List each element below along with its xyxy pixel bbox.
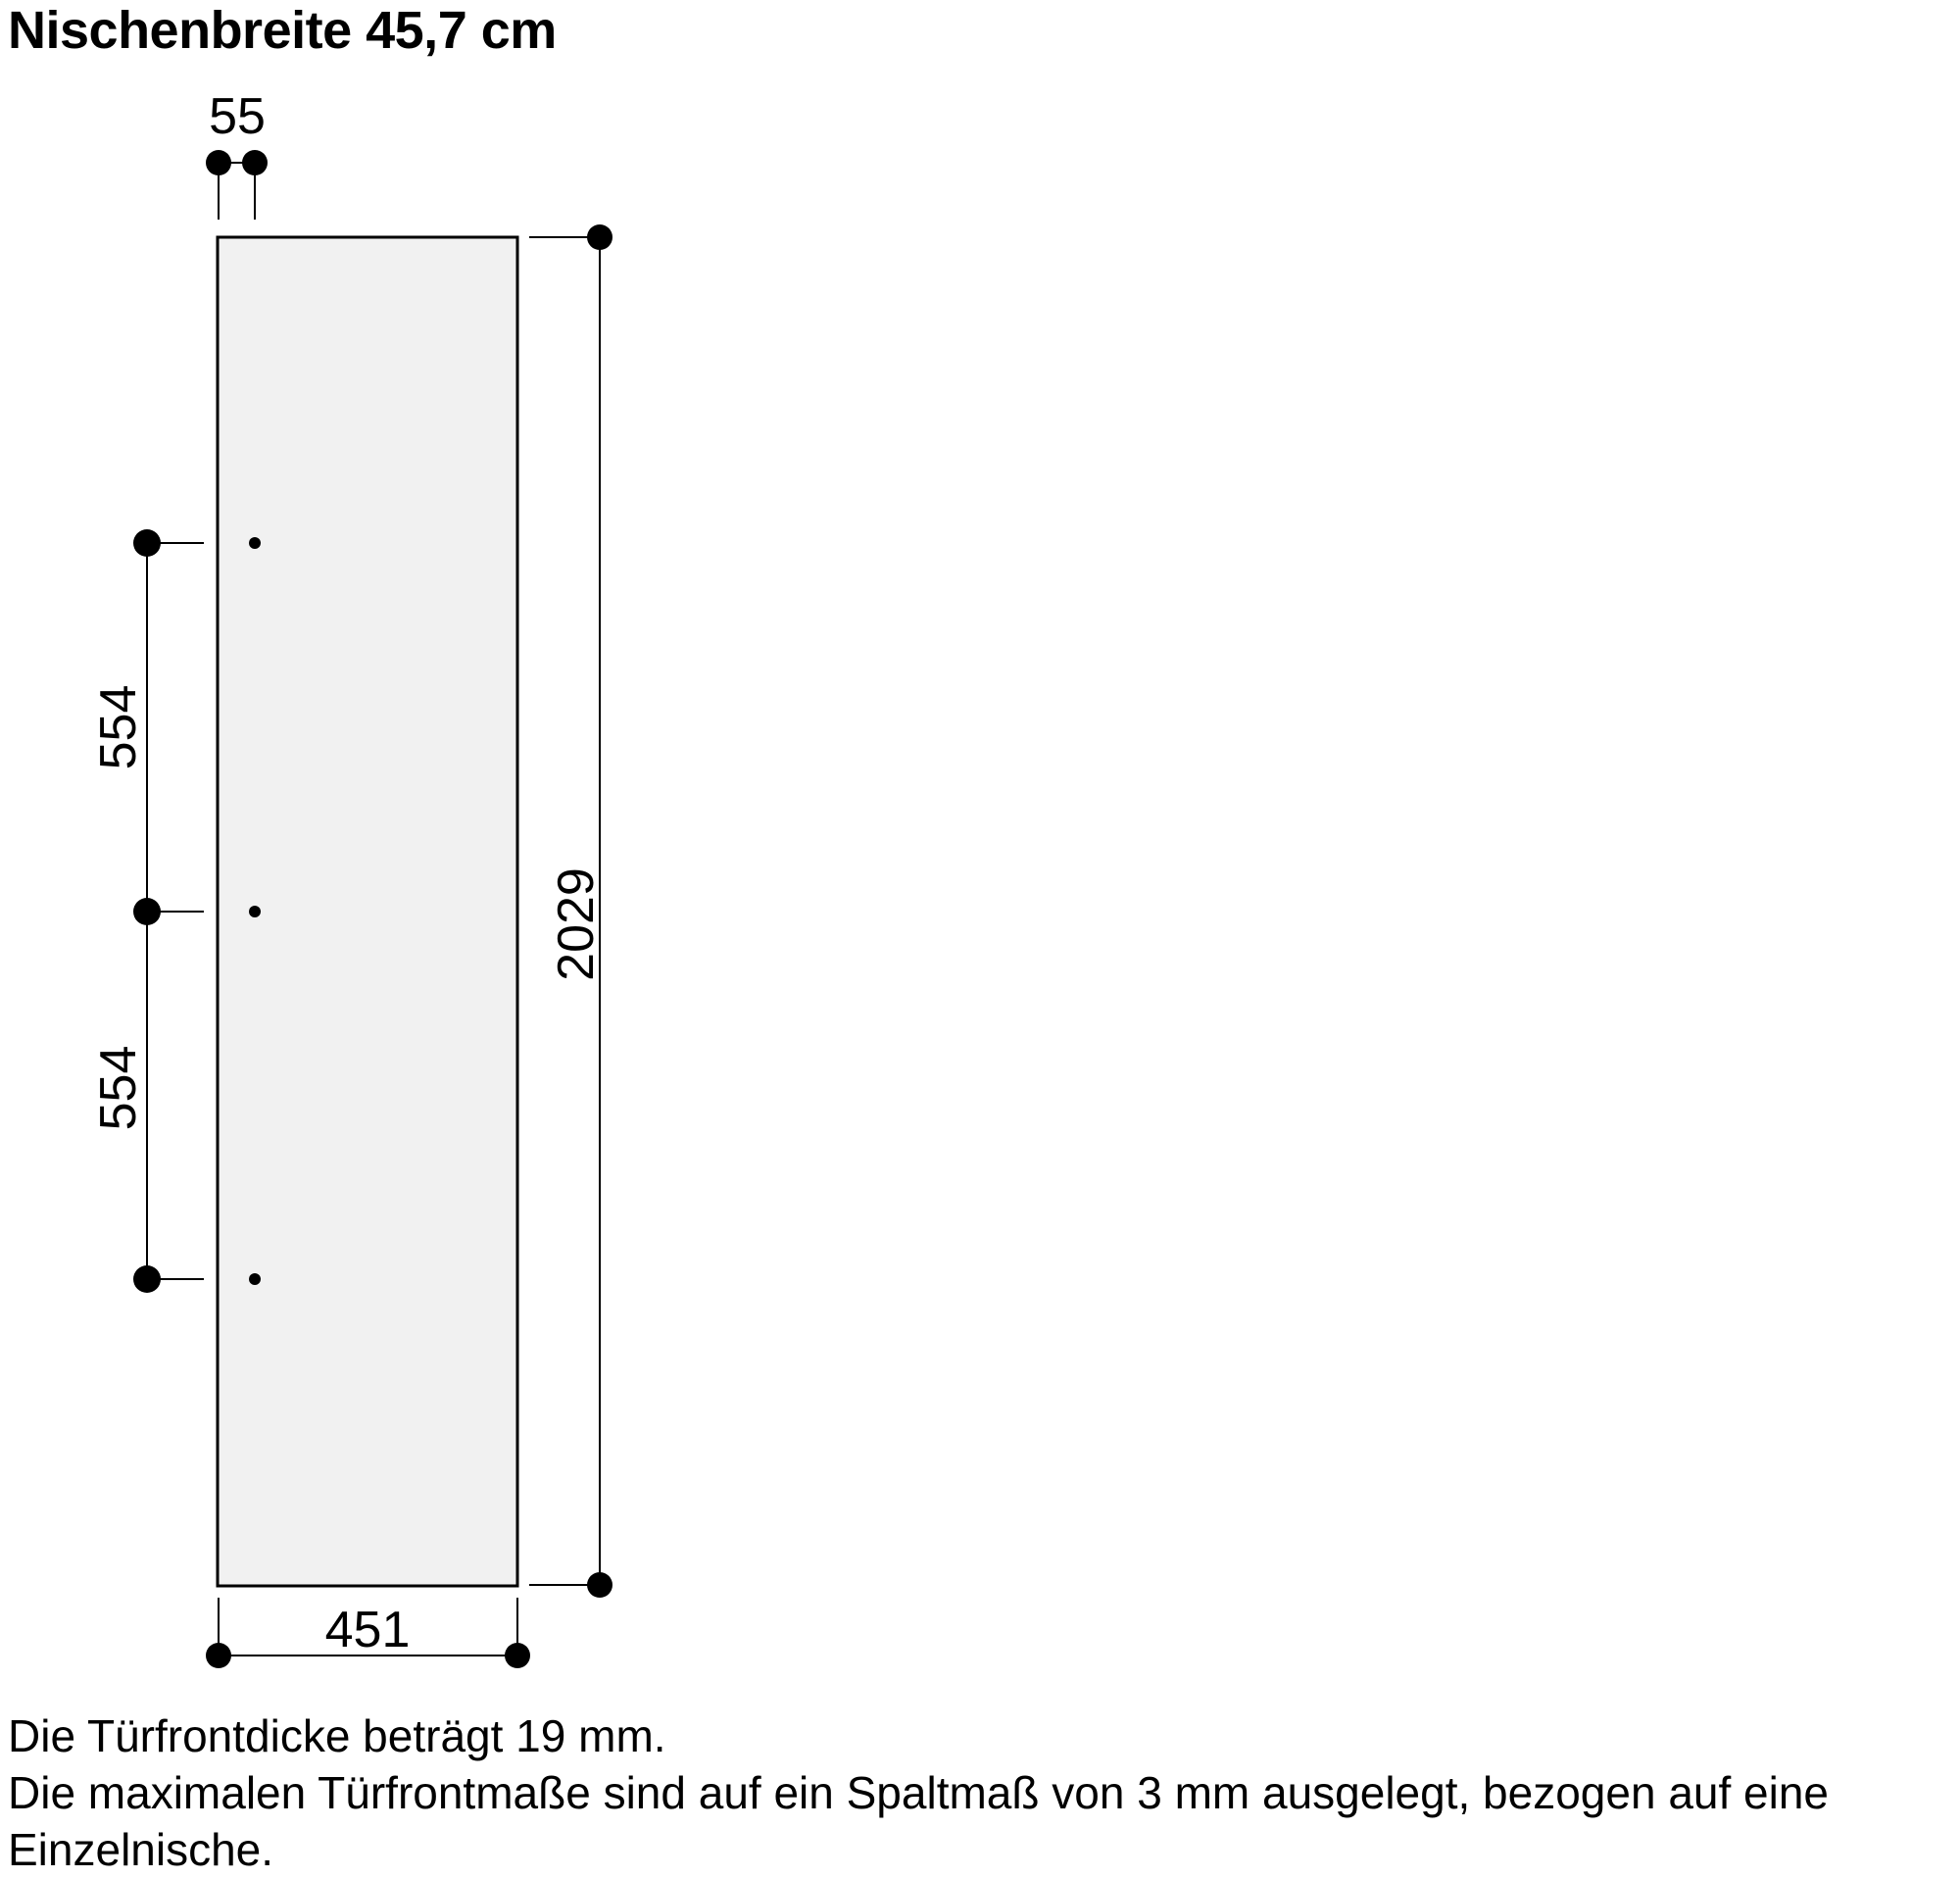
height-label: 2029 [548, 867, 605, 981]
door-panel [218, 237, 517, 1586]
dimension-endpoint [587, 1572, 612, 1598]
hinge-offset-label: 55 [209, 88, 266, 145]
dimension-endpoint [133, 898, 161, 925]
spacing-lower-label: 554 [90, 1045, 147, 1131]
dimension-endpoint [133, 529, 161, 557]
hinge-point [249, 1273, 261, 1285]
note-max-dimensions: Die maximalen Türfrontmaße sind auf ein Spaltmaß von 3 mm ausgelegt, bezogen auf eine Einzelnische. [8, 1767, 1830, 1875]
hinge-point [249, 906, 261, 917]
dimension-endpoint [505, 1643, 530, 1668]
width-label: 451 [324, 1602, 411, 1658]
dimension-endpoint [206, 150, 231, 175]
spacing-upper-label: 554 [90, 684, 147, 770]
note-door-thickness: Die Türfrontdicke beträgt 19 mm. [8, 1710, 666, 1761]
hinge-point [249, 537, 261, 549]
dimension-endpoint [587, 224, 612, 250]
dimension-endpoint [206, 1643, 231, 1668]
notes [8, 1707, 1960, 1878]
page-title: Nischenbreite 45,7 cm [8, 1, 557, 60]
dimension-endpoint [242, 150, 268, 175]
dimension-endpoint [133, 1265, 161, 1293]
